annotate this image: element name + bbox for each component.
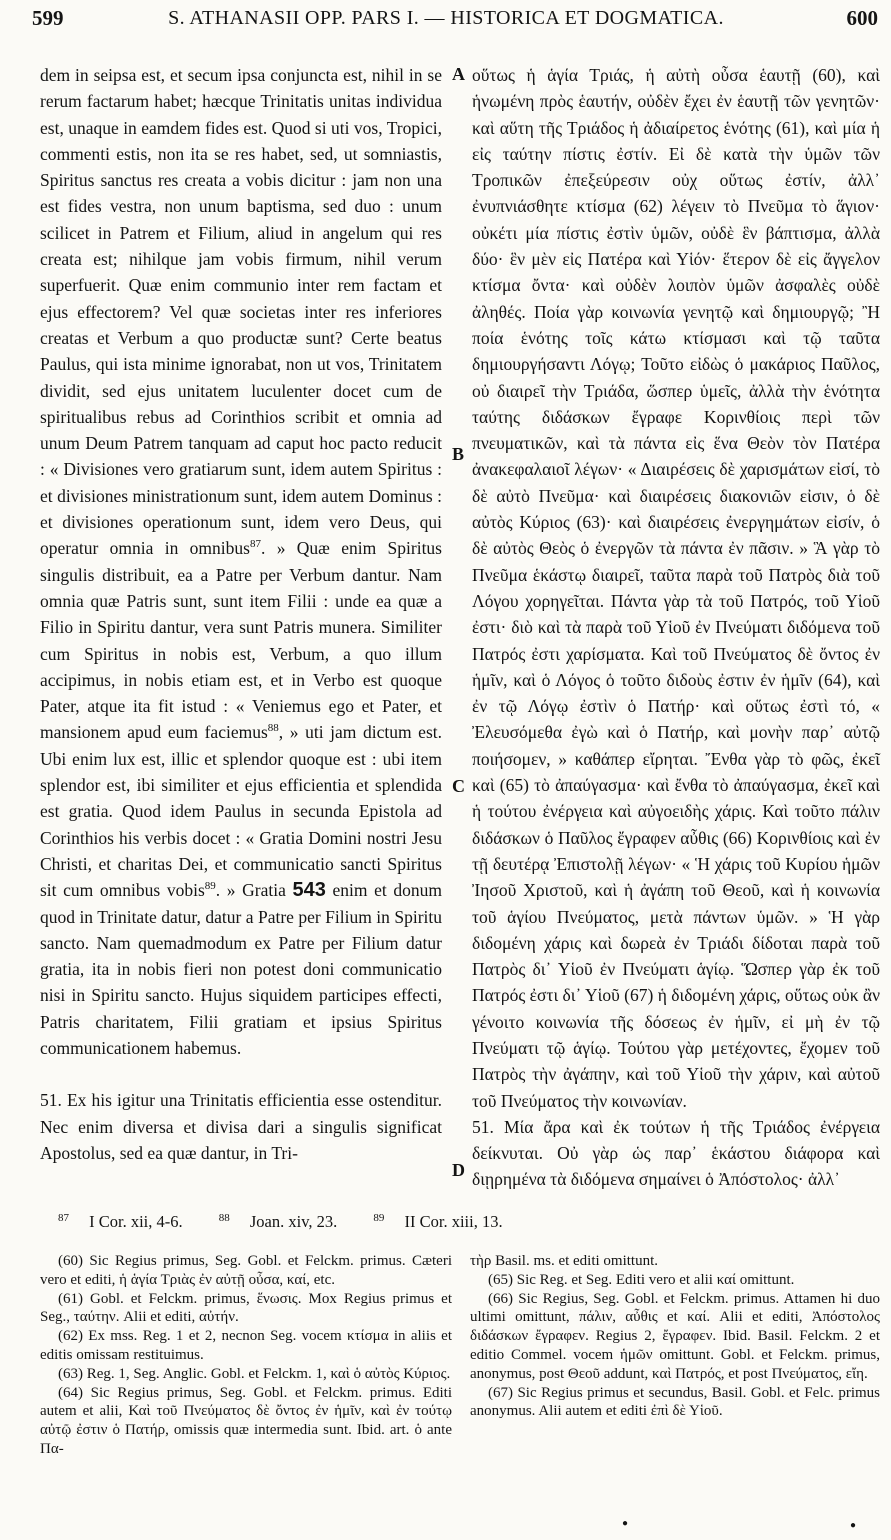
- scripture-references: [58, 1212, 878, 1232]
- latin-text-a: dem in seipsa est, et secum ipsa conjuncta est, nihil in se rerum factarum habet; hæcque Trinitatis unitas individua est, unaque in eamdem fides est. Quod si uti vos, Tropici, commenti estis, non ita se res habet, sed, ut somniastis, Spiritus sanctus res creata a vobis dicitur : jam non una est fides vestra, non unum baptisma, sed duo : unum scilicet in Patrem et Filium, aliud in angelum qui res creata est; nihilque jam vobis firmum, nihil verum superfuerit. Quæ enim communio inter rem factam et ejus effectorem? Vel quæ societas inter res inferiores creatas et Verbum a quo productæ sunt? Certe beatus Paulus, qui ista minime ignorabat, non ut vos, Trinitatem dividit, sed ejus unitatem luculenter docet cum de spiritualibus rebus ad Corinthios scribit et omnia ad unum Deum Patrem tanquam ad caput hoc pacto reducit : « Divisiones vero gratiarum sunt, idem autem Spiritus : et divisiones ministrationum sunt, idem autem Dominus : et divisiones operationum sunt, idem vero Deus, qui operatur omnia in omnibus: [40, 65, 442, 559]
- margin-letter-d: D: [452, 1160, 465, 1180]
- greek-column: [472, 62, 880, 1193]
- print-speck: ●: [622, 1518, 629, 1529]
- critical-notes-right: [470, 1252, 880, 1421]
- scripture-ref-text: Joan. xiv, 23.: [249, 1212, 338, 1231]
- latin-paragraph-51: 51. Ex his igitur una Trinitatis efficientia esse ostenditur. Nec enim diversa et divisa dari a singulis significat Apostolus, sed ea quæ dantur, in Tri-: [40, 1090, 442, 1163]
- greek-paragraph-51: 51. Μία ἄρα καὶ ἐκ τούτων ἡ τῆς Τριάδος ἐνέργεια δείκνυται. Οὐ γὰρ ὡς παρ᾽ ἑκάστου διάφορα καὶ διῃρημένα τὰ διδόμενα σημαίνει ὁ Ἀπόστολος· ἀλλ᾽: [472, 1116, 880, 1190]
- latin-text-d: . » Gratia: [215, 880, 286, 901]
- scripture-ref: [373, 1212, 518, 1231]
- critical-note: (66) Sic Regius, Seg. Gobl. et Felckm. primus. Attamen hi duo ultimi omittunt, πάλιν, αὖθις et καί. Alii et editi, Ἀπόστολος διδάσκων ἔγραφεν. Regius 2, ἔγραφεν. Ibid. Basil. Felckm. 2 et editio Commel. vocem ἡμῶν omittunt. Gobl. et Felckm. primus, anonymus, post Θεοῦ addunt, καὶ Πατρός, et post Πνεύματος, εἴη.: [470, 1290, 880, 1382]
- footnote-ref-89: 89: [204, 880, 216, 893]
- critical-note: (67) Sic Regius primus et secundus, Basil. Gobl. et Felc. primus anonymus. Alii autem et editi ἐπὶ δὲ Υἱοῦ.: [470, 1384, 880, 1420]
- edition-page-number: 543: [292, 879, 326, 902]
- scripture-ref-number: 88: [218, 1211, 230, 1224]
- footnote-ref-87: 87: [249, 538, 261, 551]
- latin-column: [40, 62, 442, 1166]
- footnote-ref-88: 88: [267, 722, 279, 735]
- critical-note: τὴρ Basil. ms. et editi omittunt.: [470, 1253, 659, 1269]
- critical-note: (60) Sic Regius primus, Seg. Gobl. et Felckm. primus. Cæteri vero et editi, ἡ ἁγία Τριὰς ἐν αὐτῇ οὖσα, καί, etc.: [40, 1253, 452, 1288]
- page-number-left: 599: [32, 6, 64, 30]
- scripture-ref-number: 87: [58, 1211, 69, 1224]
- margin-letter-b: B: [452, 444, 465, 464]
- latin-text-c: , » uti jam dictum est. Ubi enim lux est, illic et splendor quoque est : ubi item splendor est, ibi similiter et ejus efficientia et splendida est gratia. Quod idem Paulus in secunda Epistola ad Corinthios his verbis docet : « Gratia Domini nostri Jesu Christi, et charitas Dei, et communicatio sancti Spiritus sit cum omnibus vobis: [40, 722, 442, 901]
- critical-note: (65) Sic Reg. et Seg. Editi vero et alii καί omittunt.: [488, 1271, 795, 1288]
- latin-text-b: . » Quæ enim Spiritus singulis distribuit, ea a Patre per Verbum dantur. Nam omnia quæ Patris sunt, sunt item Filii : unde ea quæ a Filio in Spiritu dantur, vera sunt Patris munera. Similiter cum Spiritus in nobis est, Verbum, a quo illum accipimus, in nobis etiam est, et in Verbo est quoque Pater, atque ita fit istud : « Veniemus ego et Pater, et mansionem apud eum faciemus: [40, 538, 442, 743]
- critical-note: (64) Sic Regius primus, Seg. Gobl. et Felckm. primus. Editi autem et alii, Καὶ τοῦ Πνεύματος δὲ ὄντος ἐν ἡμῖν, καὶ ἐν τούτῳ αὐτῷ ἐστιν ὁ Πατήρ, omissis quæ intermedia sunt. Ibid. art. ὁ ante Πα-: [40, 1384, 452, 1457]
- critical-notes-left: [40, 1252, 452, 1459]
- margin-letter-c: C: [452, 776, 465, 796]
- running-header: [14, 6, 878, 46]
- scripture-ref-text: I Cor. xii, 4-6.: [89, 1212, 183, 1231]
- critical-note: (61) Gobl. et Felckm. primus, ἕνωσις. Mox Regius primus et Seg., ταύτην. Alii et editi, αὐτήν.: [40, 1290, 452, 1326]
- greek-paragraph-1: οὕτως ἡ ἁγία Τριάς, ἡ αὐτὴ οὖσα ἑαυτῇ (60), καὶ ἡνωμένη πρὸς ἑαυτήν, οὐδὲν ἔχει ἐν ἑαυτῇ τῶν γενητῶν· καὶ αὕτη τῆς Τριάδος ἡ ἀδιαίρετος ἑνότης (61), καὶ μία ἡ εἰς ταύτην πίστις ἐστίν. Εἰ δὲ κατὰ τὴν ὑμῶν τῶν Τροπικῶν ἐπεξεύρεσιν οὐχ οὕτως ἐστίν, ἀλλ᾽ ἐνυπνιάσθητε κτίσμα (62) λέγειν τὸ Πνεῦμα τὸ ἅγιον· οὐκέτι μία πίστις ἐστὶν ὑμῶν, οὐδὲ ἓν βάπτισμα, ἀλλὰ δύο· ἓν μὲν εἰς Πατέρα καὶ Υἱόν· ἕτερον δὲ εἰς ἄγγελον κτίσμα ὄντα· καὶ οὐδὲν λοιπὸν ὑμῶν ἀσφαλὲς οὐδὲ ἀληθές. Ποία γὰρ κοινωνία γενητῷ καὶ δημιουργῷ; Ἢ ποία ἑνότης τοῖς κάτω κτίσμασι καὶ τῷ ταῦτα δημιουργήσαντι Λόγῳ; Τοῦτο εἰδὼς ὁ μακάριος Παῦλος, οὐ διαιρεῖ τὴν Τριάδα, ὥσπερ ὑμεῖς, ἀλλὰ τὴν ἑνότητα ταύτης διδάσκων ἔγραφε Κορινθίοις περὶ τῶν πνευματικῶν, καὶ τὰ πάντα εἰς ἕνα Θεὸν τὸν Πατέρα ἀνακεφαλαιοῖ λέγων· « Διαιρέσεις δὲ χαρισμάτων εἰσί, τὸ δὲ αὐτὸ Πνεῦμα· καὶ διαιρέσεις διακονιῶν εἰσιν, ὁ δὲ αὐτὸς Κύριος (63)· καὶ διαιρέσεις ἐνεργημάτων εἰσίν, ὁ δὲ αὐτὸς Θεὸς ὁ ἐνεργῶν τὰ πάντα ἐν πᾶσιν. » Ἃ γὰρ τὸ Πνεῦμα ἑκάστῳ διαιρεῖ, ταῦτα παρὰ τοῦ Πατρὸς διὰ τοῦ Λόγου χορηγεῖται. Πάντα γὰρ τὰ τοῦ Πατρός, τοῦ Υἱοῦ ἐστι· διὸ καὶ τὰ παρὰ τοῦ Υἱοῦ ἐν Πνεύματι διδόμενα τοῦ Πατρός ἐστι χαρίσματα. Καὶ τοῦ Πνεύματος δὲ ὄντος ἐν ἡμῖν, καὶ ὁ Λόγος ὁ τοῦτο διδοὺς ἐστιν ἐν ἡμῖν (64), καὶ ἐν τῷ Λόγῳ ἐστὶν ὁ Πατήρ· καὶ οὕτως ἐστὶ τό, « Ἐλευσόμεθα ἐγὼ καὶ ὁ Πατήρ, καὶ μονὴν παρ᾽ αὐτῷ ποιήσομεν, » καθάπερ εἴρηται. Ἔνθα γὰρ τὸ φῶς, ἐκεῖ καὶ (65) τὸ ἀπαύγασμα· καὶ ἔνθα τὸ ἀπαύγασμα, ἐκεῖ καὶ ἡ τούτου ἐνέργεια καὶ αὐγοειδὴς χάρις. Καὶ τοῦτο πάλιν διδάσκων ὁ Παῦλος ἔγραφεν αὖθις (66) Κορινθίοις καὶ ἐν τῇ δευτέρᾳ Ἐπιστολῇ λέγων· « Ἡ χάρις τοῦ Κυρίου ἡμῶν Ἰησοῦ Χριστοῦ, καὶ ἡ ἀγάπη τοῦ Θεοῦ, καὶ ἡ κοινωνία τοῦ ἁγίου Πνεύματος, μετὰ πάντων ὑμῶν. » Ἡ γὰρ διδομένη χάρις καὶ δωρεὰ ἐν Τριάδι δίδοται παρὰ τοῦ Πατρὸς δι᾽ Υἱοῦ ἐν Πνεύματι ἁγίῳ. Ὥσπερ γὰρ ἐκ τοῦ Πατρός ἐστι δι᾽ Υἱοῦ (67) ἡ διδομένη χάρις, οὕτως οὐκ ἂν γένοιτο κοινωνία τῆς δόσεως ἐν ἡμῖν, εἰ μὴ ἐν τῷ Πνεύματι τῷ ἁγίῳ. Τούτου γὰρ μετέχοντες, ἔχομεν τοῦ Πατρὸς τὴν ἀγάπην, καὶ τοῦ Υἱοῦ τὴν χάριν, καὶ αὐτοῦ τοῦ Πνεύματος τὴν κοινωνίαν.: [472, 65, 880, 1111]
- critical-note: (63) Reg. 1, Seg. Anglic. Gobl. et Felckm. 1, καὶ ὁ αὐτὸς Κύριος.: [58, 1365, 451, 1382]
- latin-text-e: enim et donum quod in Trinitate datur, datur a Patre per Filium in Spiritu sancto. Nam quemadmodum ex Patre per Filium datur gratia, ita in nobis fieri non potest doni communicatio nisi in Spiritu sancto. Hujus siquidem participes effecti, Patris charitatem, Filii gratiam et ipsius Spiritus communicationem habemus.: [40, 880, 443, 1058]
- scripture-ref-number: 89: [373, 1211, 385, 1224]
- margin-letter-a: A: [452, 64, 465, 84]
- page-number-right: 600: [846, 6, 878, 30]
- critical-note: (62) Ex mss. Reg. 1 et 2, necnon Seg. vocem κτίσμα in aliis et editis omissam restituimus.: [40, 1328, 452, 1363]
- scripture-ref: [58, 1212, 199, 1231]
- scripture-ref-text: II Cor. xiii, 13.: [404, 1212, 503, 1231]
- running-title: S. ATHANASII OPP. PARS I. — HISTORICA ET DOGMATICA.: [168, 7, 724, 29]
- print-speck: ●: [850, 1520, 857, 1531]
- scripture-ref: [219, 1212, 354, 1231]
- latin-paragraph-1: [40, 62, 442, 1061]
